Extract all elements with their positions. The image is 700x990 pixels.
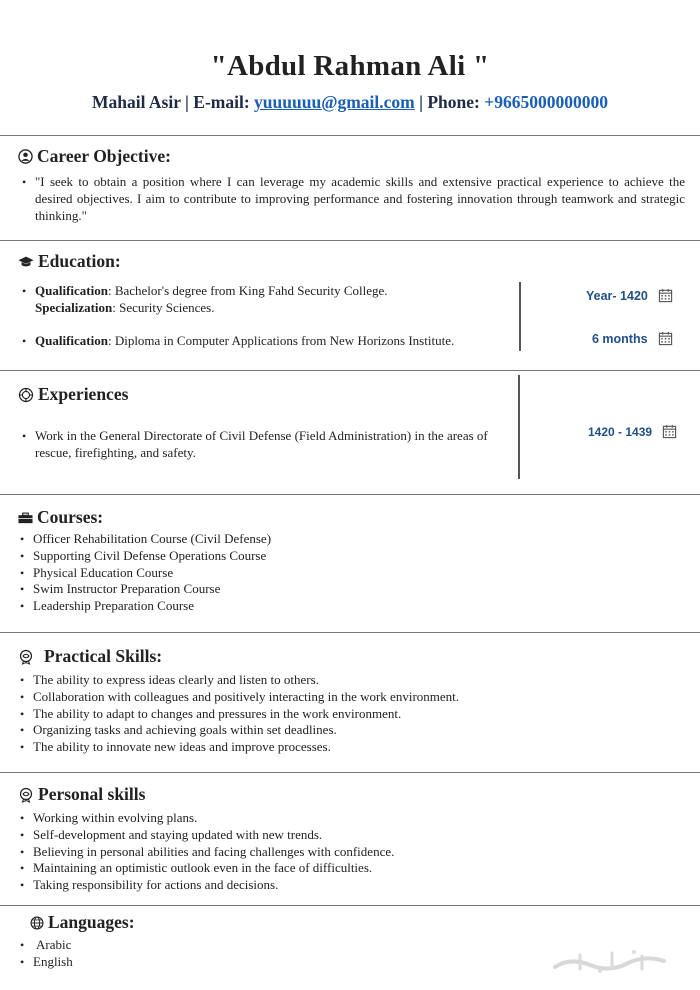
practical-skills-heading: Practical Skills:	[18, 646, 162, 667]
career-objective-list	[20, 174, 685, 224]
calendar-icon	[658, 288, 673, 303]
education-date-2: 6 months	[592, 331, 673, 346]
divider	[0, 240, 700, 241]
column-divider	[519, 282, 521, 351]
languages-heading: Languages:	[30, 912, 135, 933]
experiences-heading: Experiences	[18, 384, 128, 405]
list-item: • Supporting Civil Defense Operations Course	[18, 548, 618, 565]
phone-label: Phone:	[427, 92, 485, 112]
contact-line: Mahail Asir | E-mail: yuuuuuu@gmail.com | Phone: +9665000000000	[92, 92, 608, 112]
list-item: • The ability to adapt to changes and pressures in the work environment.	[18, 706, 658, 723]
list-item: • Organizing tasks and achieving goals within set deadlines.	[18, 722, 658, 739]
list-item: • Officer Rehabilitation Course (Civil Defense)	[18, 531, 618, 548]
education-heading: Education:	[18, 251, 121, 272]
skills-icon	[18, 787, 34, 803]
graduation-cap-icon	[18, 255, 34, 269]
calendar-icon	[662, 424, 677, 439]
career-objective-heading: Career Objective:	[18, 146, 171, 167]
divider	[0, 632, 700, 633]
divider	[0, 370, 700, 371]
practical-skills-list	[18, 672, 658, 756]
location: Mahail Asir	[92, 92, 181, 112]
column-divider	[518, 375, 520, 479]
divider	[0, 772, 700, 773]
list-item: • Physical Education Course	[18, 565, 618, 582]
education-date-1: Year- 1420	[586, 288, 673, 303]
resume-name: "Abdul Rahman Ali "	[210, 50, 490, 82]
list-item: • Swim Instructor Preparation Course	[18, 581, 618, 598]
education-list	[20, 283, 510, 349]
list-item: • Leadership Preparation Course	[18, 598, 618, 615]
list-item: • "I seek to obtain a position where I can leverage my academic skills and extensive practical experience to achieve the desired objectives. I aim to contribute to improving performance and fostering innovation through teamwork and strategic thinking."	[20, 174, 685, 224]
phone-number[interactable]: +9665000000000	[484, 92, 608, 112]
languages-list	[18, 937, 318, 971]
list-item: • Taking responsibility for actions and decisions.	[18, 877, 658, 894]
email-label: E-mail:	[193, 92, 255, 112]
experience-date: 1420 - 1439	[588, 424, 677, 439]
list-item: • Believing in personal abilities and facing challenges with confidence.	[18, 844, 658, 861]
email-link[interactable]: yuuuuuu@gmail.com	[254, 92, 415, 112]
skills-icon	[18, 649, 34, 665]
calendar-icon	[658, 331, 673, 346]
personal-skills-heading: Personal skills	[18, 784, 145, 805]
briefcase-icon	[18, 512, 33, 524]
list-item: • Working within evolving plans.	[18, 810, 658, 827]
list-item: • Work in the General Directorate of Civil Defense (Field Administration) in the areas of rescue, firefighting, and safety.	[20, 428, 505, 462]
list-item: • Collaboration with colleagues and positively interacting in the work environment.	[18, 689, 658, 706]
list-item: • Qualification: Diploma in Computer Applications from New Horizons Institute.	[20, 333, 510, 350]
list-item: • Self-development and staying updated with new trends.	[18, 827, 658, 844]
badge-icon	[18, 387, 34, 403]
watermark-logo	[550, 947, 670, 980]
list-item: • Arabic	[18, 937, 318, 954]
globe-icon	[30, 916, 44, 930]
divider	[0, 135, 700, 136]
list-item: • Qualification: Bachelor's degree from King Fahd Security College. Specialization: Security Sciences.	[20, 283, 510, 317]
list-item: • The ability to innovate new ideas and improve processes.	[18, 739, 658, 756]
courses-list	[18, 531, 618, 615]
divider	[0, 494, 700, 495]
divider	[0, 905, 700, 906]
courses-heading: Courses:	[18, 507, 103, 528]
list-item: • Maintaining an optimistic outlook even in the face of difficulties.	[18, 860, 658, 877]
user-circle-icon	[18, 149, 33, 164]
experiences-list	[20, 428, 505, 462]
personal-skills-list	[18, 810, 658, 894]
list-item: • The ability to express ideas clearly and listen to others.	[18, 672, 658, 689]
list-item: • English	[18, 954, 318, 971]
